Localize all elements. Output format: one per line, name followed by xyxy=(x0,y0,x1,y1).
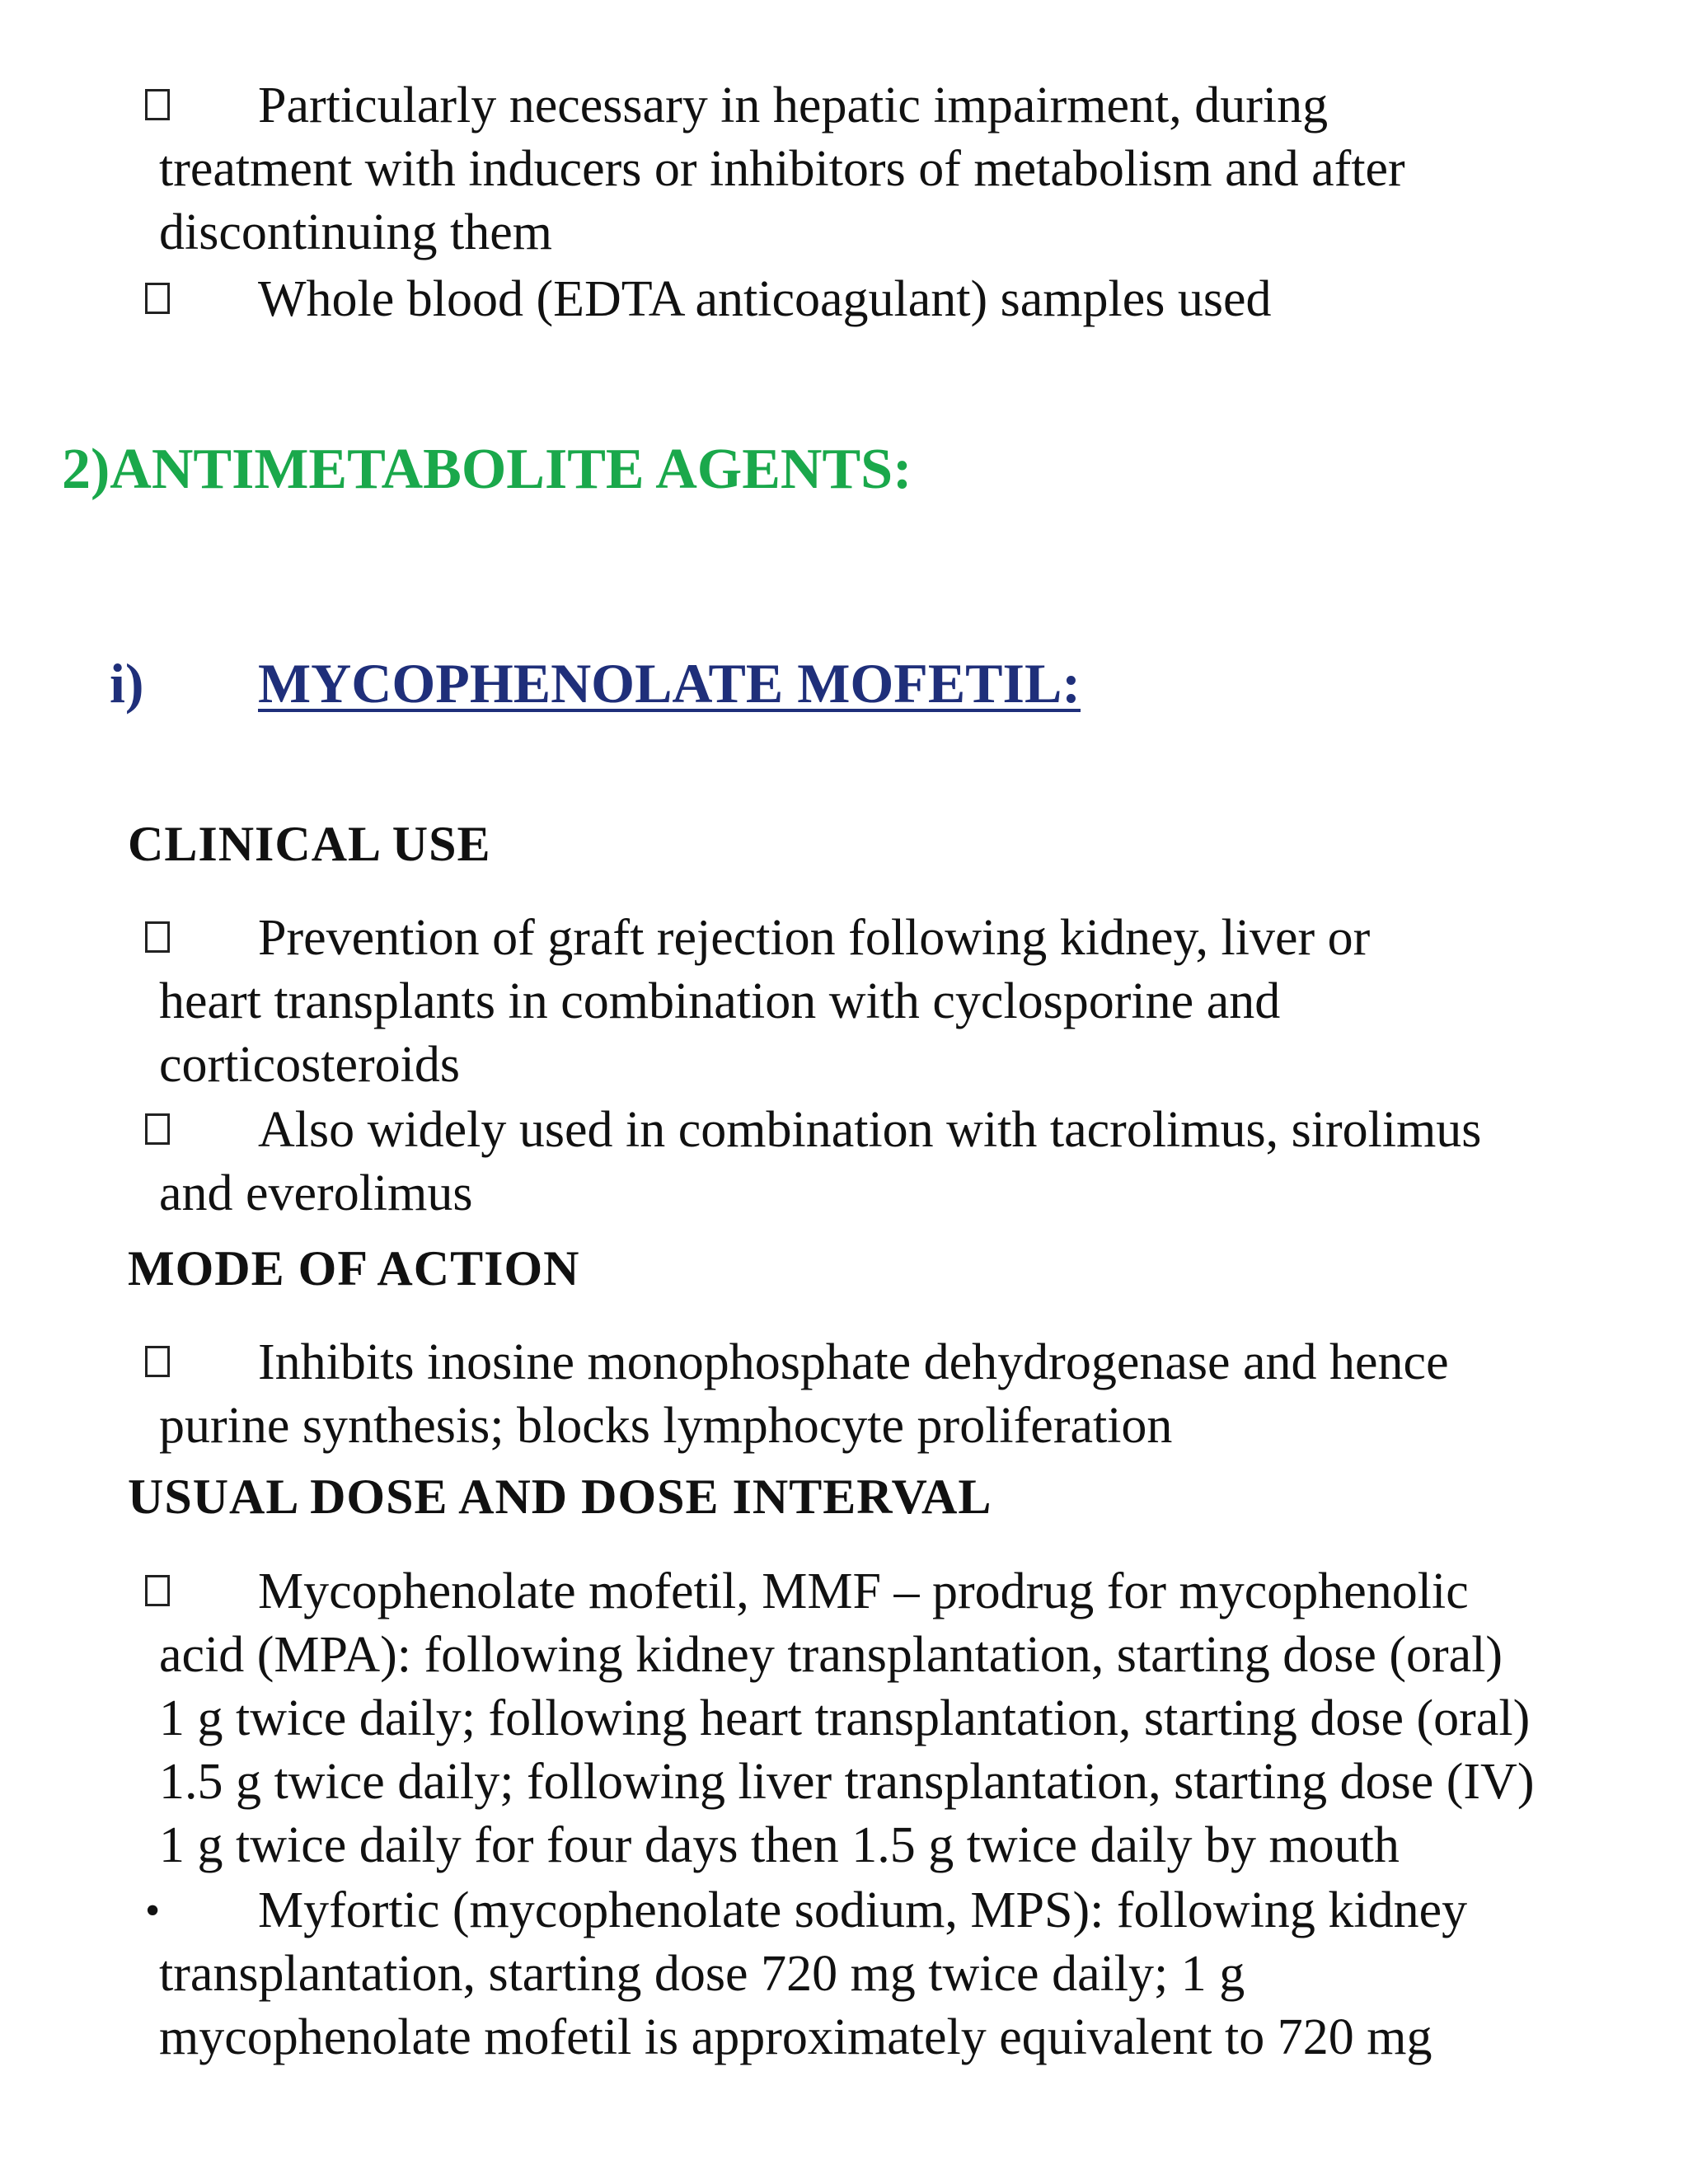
list-item: Whole blood (EDTA anticoagulant) samples used xyxy=(159,268,1643,331)
list-item: • Myfortic (mycophenolate sodium, MPS): following kidney transplantation, starting dose 720 mg twice daily; 1 g mycophenolate mofetil is approximately equivalent to 720 mg xyxy=(145,1882,1468,2065)
subsection-number: i) xyxy=(110,652,144,715)
subsection-title: MYCOPHENOLATE MOFETIL: xyxy=(258,652,1081,715)
list-item: Inhibits inosine monophosphate dehydrogenase and hence purine synthesis; blocks lymphocyte proliferation xyxy=(159,1331,1643,1458)
list-item: Particularly necessary in hepatic impairment, during treatment with inducers or inhibitors of metabolism and after discontinuing them xyxy=(159,74,1643,265)
heading-mode-of-action: MODE OF ACTION xyxy=(128,1241,580,1296)
list-item: Prevention of graft rejection following kidney, liver or heart transplants in combination with cyclosporine and corticosteroids xyxy=(159,907,1643,1097)
heading-usual-dose: USUAL DOSE AND DOSE INTERVAL xyxy=(128,1469,992,1524)
heading-clinical-use: CLINICAL USE xyxy=(128,817,491,871)
list-item: Mycophenolate mofetil, MMF – prodrug for mycophenolic acid (MPA): following kidney transplantation, starting dose (oral) 1 g twice daily; following heart transplantation, starting dose (oral) 1.5 g twice daily; following liver transplantation, starting dose (IV) 1 g twice daily for four days then 1.5 g twice daily by mouth xyxy=(159,1560,1643,1877)
list-item: Also widely used in combination with tacrolimus, sirolimus and everolimus xyxy=(159,1099,1643,1226)
section-title: 2)ANTIMETABOLITE AGENTS: xyxy=(62,438,912,501)
